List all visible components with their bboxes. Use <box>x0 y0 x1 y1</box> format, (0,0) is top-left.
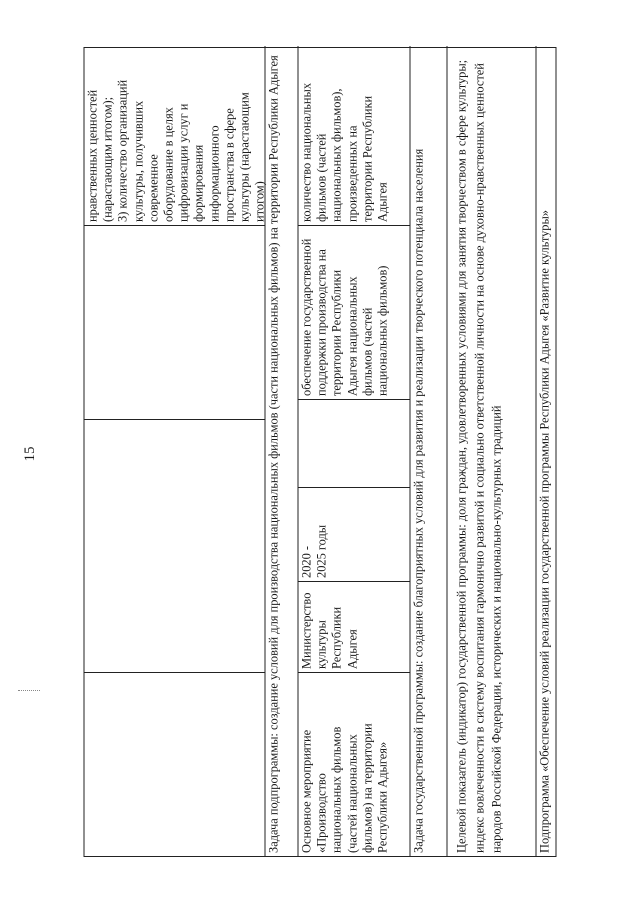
indicator-continuation-cell: нравственных ценностей (нарастающим итогом); 3) количество организаций культуры, получивших современное оборудование в целях цифровизации услуг и формирования информационного пространства в сфере культуры (нарастающим итогом) <box>85 79 267 222</box>
result-cell: обеспечение государственной поддержки производства на территории Республики Адыгея национальных фильмов (частей национальных фильмов) <box>299 238 390 396</box>
column-divider <box>85 419 265 420</box>
column-divider <box>85 225 265 226</box>
indicator-cell: количество национальных фильмов (частей национальных фильмов), произведенных на территории Республики Адыгея <box>299 82 390 222</box>
page-number: 15 <box>22 446 38 462</box>
period-cell: 2020 - 2025 годы <box>299 524 329 578</box>
column-divider <box>85 672 265 673</box>
scan-speck <box>18 690 40 691</box>
program-table <box>84 47 557 857</box>
column-divider <box>298 399 410 400</box>
rotated-table-page <box>84 47 557 857</box>
target-indicator-row: Целевой показатель (индикатор) государственной программы: доля граждан, удовлетворенных условиями для занятия творчеством в сфере культуры; индекс вовлеченности в систему воспитания гармонично развитой и социально ответственной личности на основе духовно-нравственных ценностей народов Российской Федерации, исторических и национально-культурных традиций <box>454 59 504 853</box>
subprogram-title-row: Подпрограмма «Обеспечение условий реализации государственной программы Республики Адыгея «Развитие культуры» <box>537 209 552 853</box>
subprogram-task-row: Задача подпрограммы: создание условий для производства национальных фильмов (части национальных фильмов) на территории Республики Адыгея <box>266 55 281 853</box>
state-program-task-row: Задача государственной программы: создание благоприятных условий для развития и реализации творческого потенциала населения <box>411 148 426 853</box>
main-activity-name-cell: Основное мероприятие «Производство национальных фильмов (частей национальных фильмов) на территории Республики Адыгея» <box>299 723 390 853</box>
executor-cell: Министерство культуры Республики Адыгея <box>299 592 360 669</box>
